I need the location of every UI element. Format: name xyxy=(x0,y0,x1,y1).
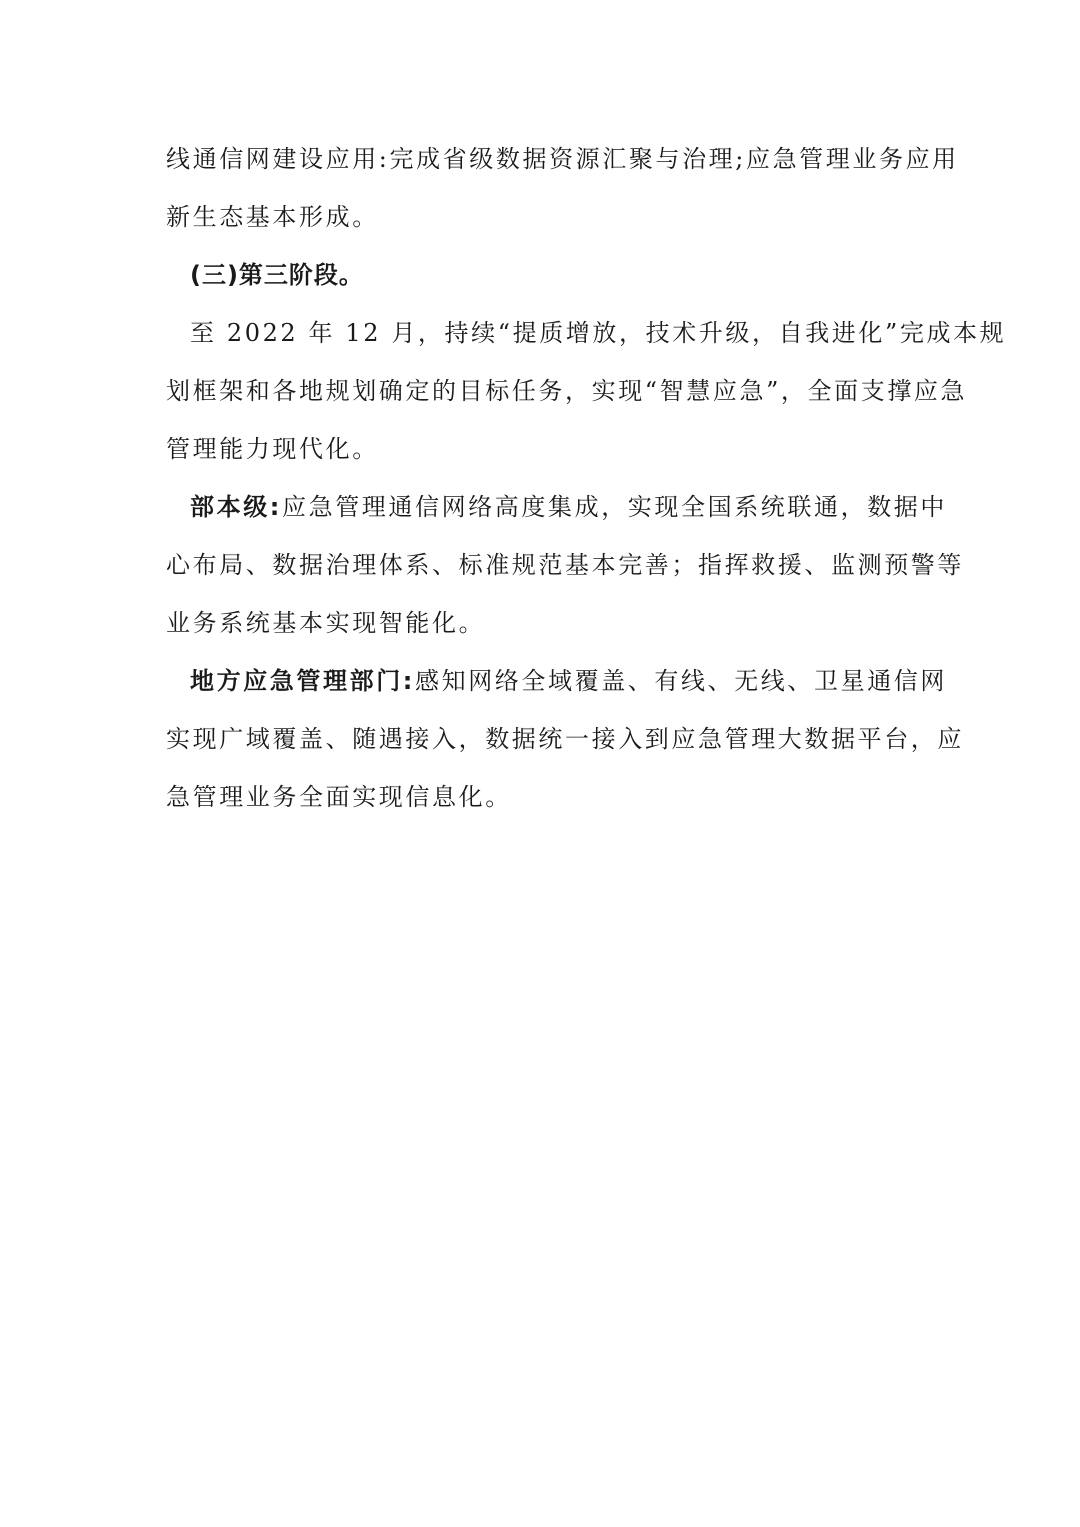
paragraph-local-departments xyxy=(166,652,964,826)
text-line: 至 2022 年 12 月，持续“提质增放，技术升级，自我进化”完成本规 xyxy=(190,319,1007,347)
paragraph-lead-label: 地方应急管理部门: xyxy=(190,667,415,695)
text-line: 急管理业务全面实现信息化。 xyxy=(166,783,512,811)
paragraph-ministry-level xyxy=(166,478,964,652)
text-line xyxy=(166,478,947,536)
paragraph-lead-label: 部本级: xyxy=(190,493,282,521)
text-line: 新生态基本形成。 xyxy=(166,203,379,231)
text-line: 业务系统基本实现智能化。 xyxy=(166,609,486,637)
text-line: 线通信网建设应用:完成省级数据资源汇聚与治理;应急管理业务应用 xyxy=(166,145,959,173)
text-line: 划框架和各地规划确定的目标任务，实现“智慧应急”，全面支撑应急 xyxy=(166,377,968,405)
paragraph-text: 感知网络全域覆盖、有线、无线、卫星通信网 xyxy=(415,667,947,695)
section-heading-stage-3: (三)第三阶段。 xyxy=(190,261,364,289)
paragraph-stage-3-goal xyxy=(166,304,1007,478)
text-line xyxy=(166,652,947,710)
paragraph-stage-2-continuation xyxy=(166,130,959,246)
text-line: 管理能力现代化。 xyxy=(166,435,379,463)
paragraph-text: 应急管理通信网络高度集成，实现全国系统联通，数据中 xyxy=(282,493,947,521)
text-line: 心布局、数据治理体系、标准规范基本完善；指挥救援、监测预警等 xyxy=(166,551,964,579)
text-line: 实现广域覆盖、随遇接入，数据统一接入到应急管理大数据平台，应 xyxy=(166,725,964,753)
document-page xyxy=(166,130,1007,826)
